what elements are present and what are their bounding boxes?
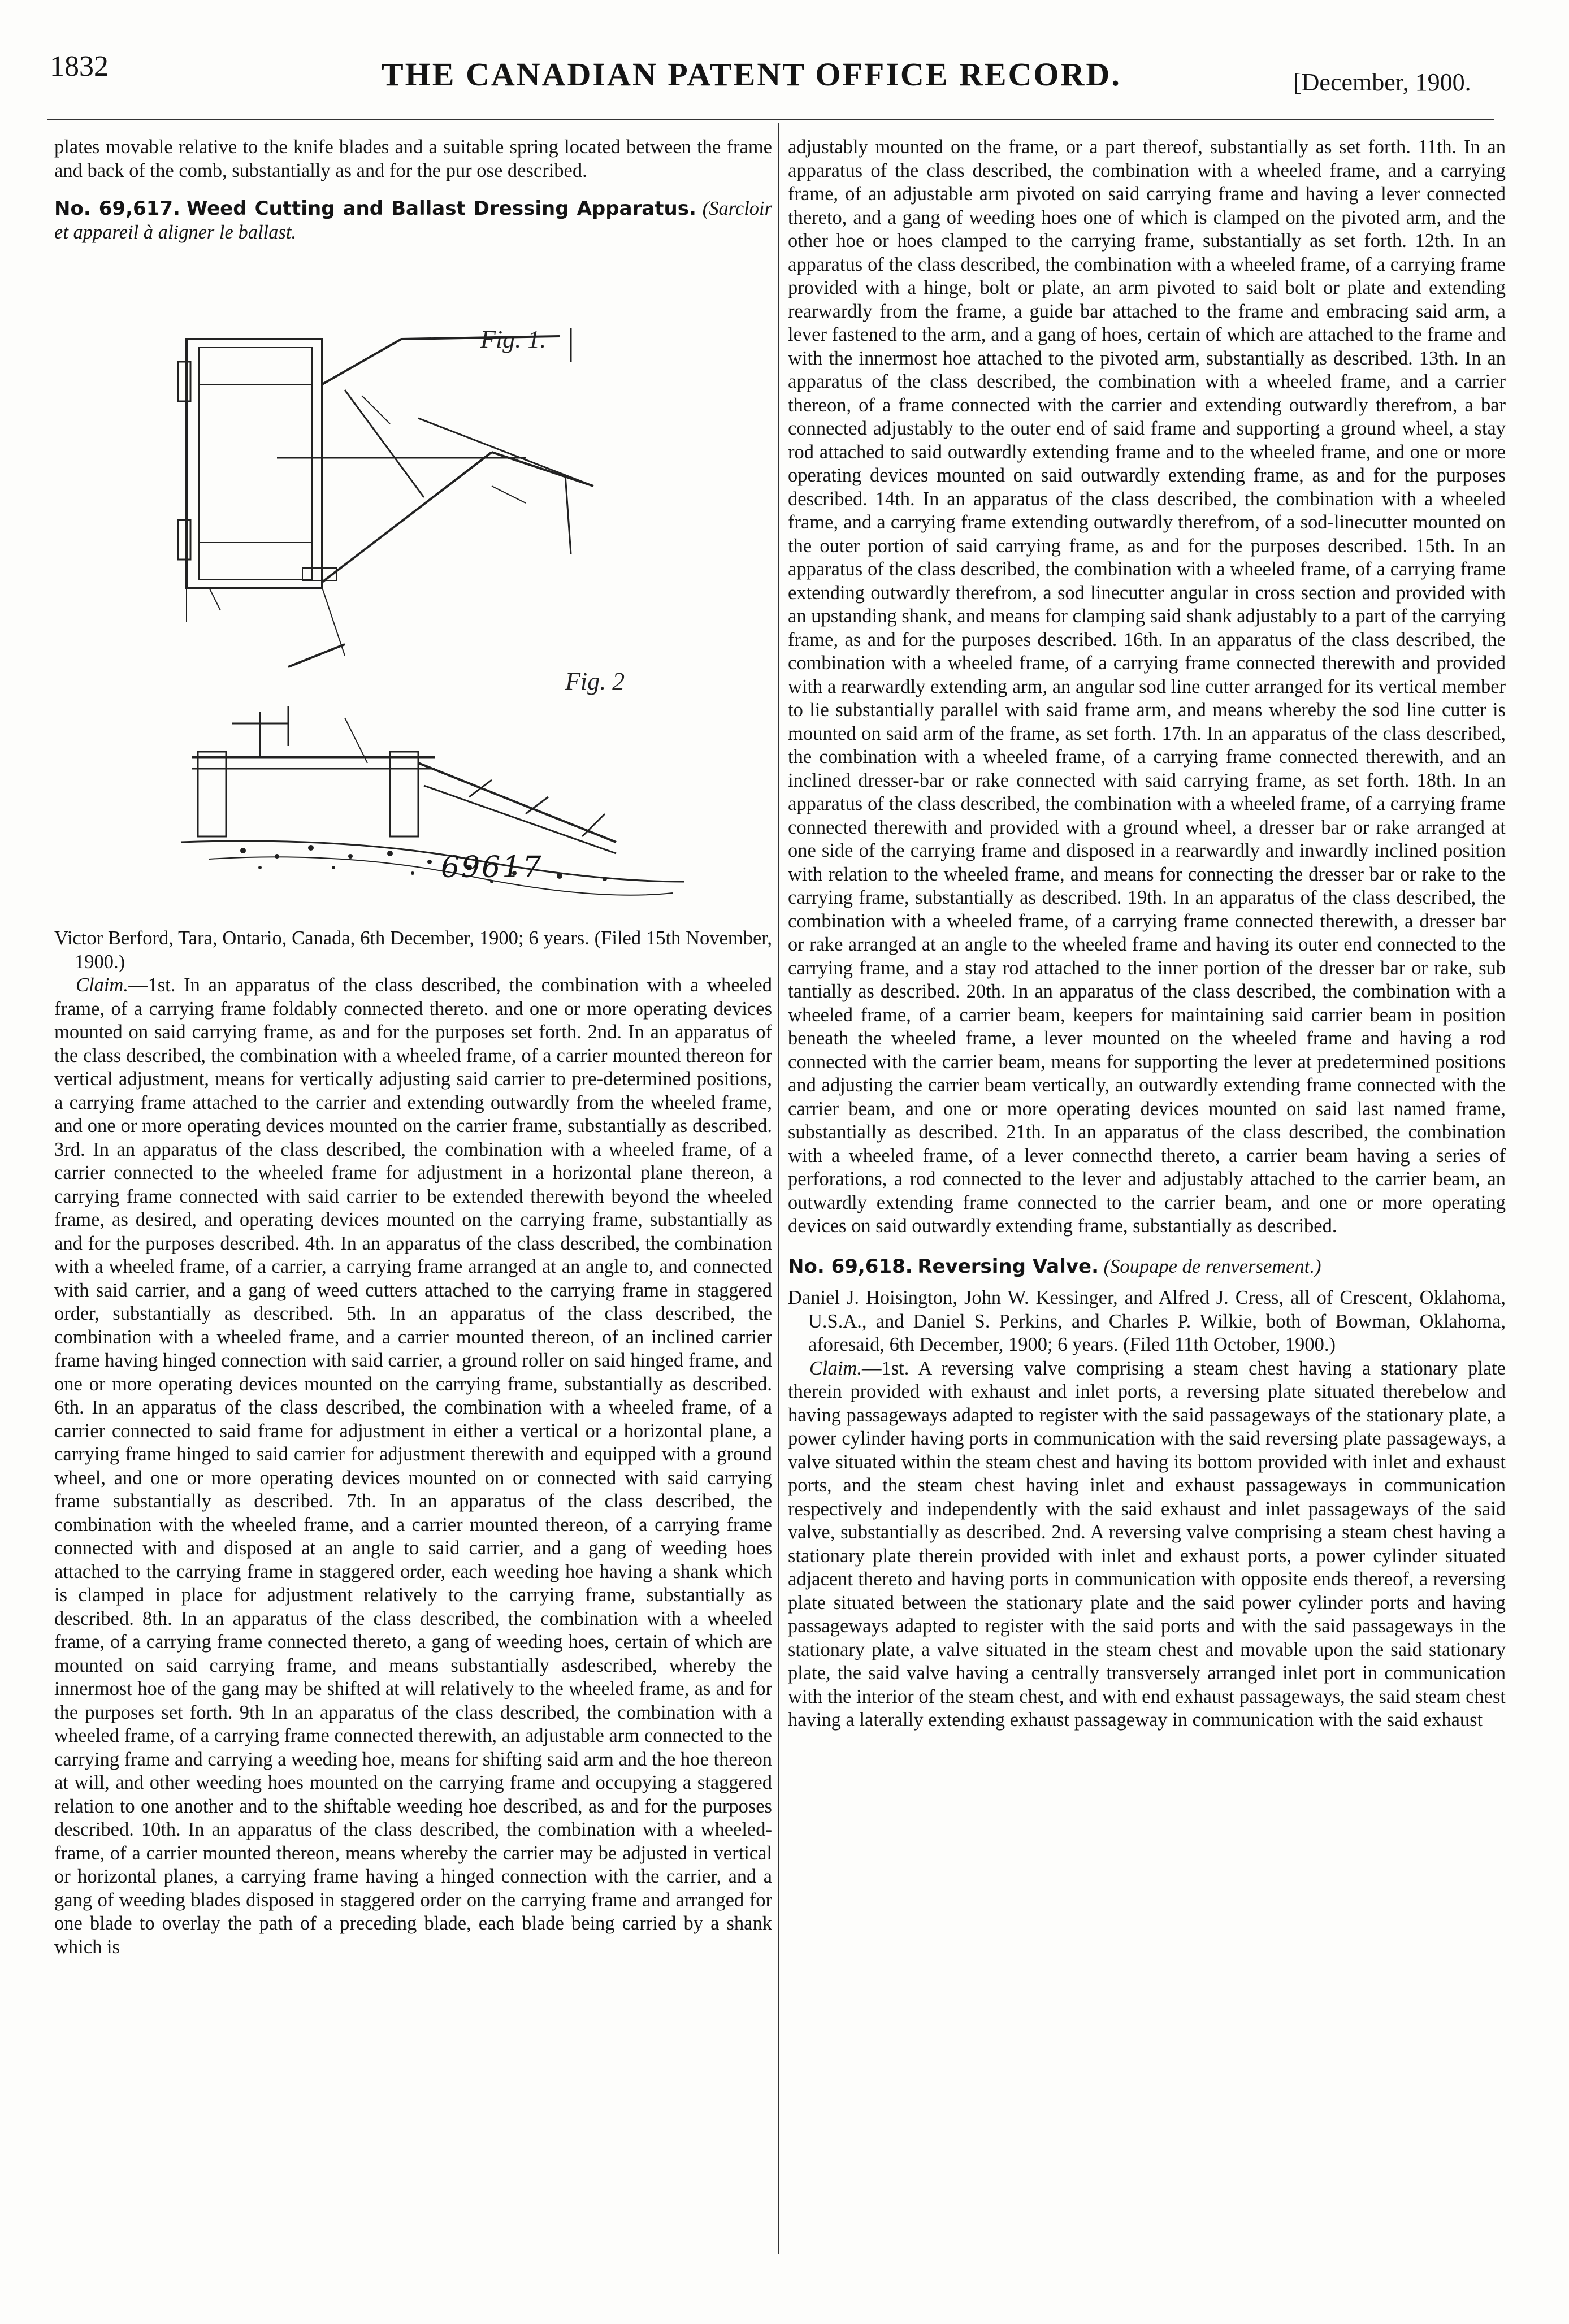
drawing-signature: 69617 (441, 851, 543, 884)
claims-text: —1st. A reversing valve comprising a steam chest having a stationary plate therein provided with exhaust and inlet ports, a reversing plate situated therebelow and having passageways adapted to register with the said passageways of the stationary plate, a power cylinder having ports in communication with the said reversing plate passageways, a valve situated within the steam chest and having its bottom provided with inlet and exhaust ports, and the steam chest having inlet and exhaust passageways in communication respectively and independently with the said exhaust and inlet passageways of the said valve, substantially as described. 2nd. A reversing valve comprising a steam chest having a stationary plate therein provided with inlet and exhaust ports, a power cylinder situated adjacent thereto and having ports in communication with opposite ends thereof, a reversing plate situated between the stationary plate and the said power cylinder ports and having passageways adapted to register with the said ports and with the said passageways in the stationary plate, a valve situated in the steam chest and movable upon the said stationary plate, the said valve having a centrally transversely arranged inlet port in communication with the interior of the steam chest, and with end exhaust passageways, the said steam chest having a laterally extending exhaust passageway in communication with the said exhaust (788, 1357, 1506, 1731)
patent-drawing-svg (175, 316, 780, 916)
fig1-label: Fig. 1. (480, 326, 547, 353)
claim-label: Claim. (809, 1357, 862, 1379)
left-column-top (54, 136, 772, 244)
page-header (0, 0, 1569, 113)
issue-date: [December, 1900. (1293, 68, 1471, 96)
wheeled-frame-drawing (187, 339, 322, 588)
left-column-claims (54, 927, 772, 1959)
patent-title: Reversing Valve. (917, 1255, 1099, 1278)
patent-french-title: (Soupape de renversement.) (1103, 1255, 1321, 1277)
claims-continuation: adjustably mounted on the frame, or a part thereof, substantially as set forth. 11th. In an apparatus of the class described, the combination with a wheeled frame, and a carrying frame, of an adjustable arm pivoted on said carrying frame and having a lever connected thereto, and a gang of weeding hoes one of which is clamped on the pivoted arm, and the other hoe or hoes clamped to the carrying frame, substantially as set forth. 12th. In an apparatus of the class described, the combination with a wheeled frame, of a carrying frame provided with a hinge, bolt or plate, an arm pivoted to said bolt or plate and extending rearwardly from the frame, a guide bar attached to the frame and embracing said arm, a lever fastened to the arm, and a gang of hoes, certain of which are attached to the frame and with the innermost hoe attached to the pivoted arm, substantially as described. 13th. In an apparatus of the class described, the combination with a wheeled frame, and a carrier thereon, of a frame connected with the carrier and extending outwardly therefrom, a bar connected adjustably to the outer end of said frame and supporting a ground wheel, a stay rod attached to said outwardly extending frame and to the wheeled frame, and one or more operating devices mounted on said outwardly extending frame, as and for the purposes described. 14th. In an apparatus of the class described, the combination with a wheeled frame, and a carrying frame extending outwardly therefrom, of a sod-linecutter mounted on the outer portion of said carrying frame, as and for the purposes described. 15th. In an apparatus of the class described, the combination with a wheeled frame, of a carrying frame extending outwardly therefrom, a sod linecutter angular in cross section and provided with an upstanding shank, and means for clamping said shank adjustably to a part of the carrying frame, as and for the purposes described. 16th. In an apparatus of the class described, the combination with a wheeled frame, of a carrying frame connected therewith and provided with a rearwardly extending arm, an angular sod line cutter arranged for its vertical member to lie substantially parallel with said frame arm, and means whereby the sod line cutter is mounted on said arm of the frame, as set forth. 17th. In an apparatus of the class described, the combination with a wheeled frame, of a carrying frame connected therewith, and an inclined dresser-bar or rake connected with said carrying frame, as set forth. 18th. In an apparatus of the class described, the combination with a wheeled frame, of a carrying frame connected therewith and provided with a ground wheel, a dresser bar or rake arranged at one side of the carrying frame and disposed in a rearwardly and inwardly inclined position with relation to the wheeled frame, and means for connecting the dresser bar or rake to the carrying frame, substantially as described. 19th. In an apparatus of the class described, the combination with a wheeled frame, of a carrying frame connected therewith, a dresser bar or rake arranged at an angle to the wheeled frame and having its outer end connected to the carrying frame, and a stay rod attached to the inner portion of the dresser bar or rake, sub tantially as described. 20th. In an apparatus of the class described, the combination with a wheeled frame, of a carrier beam, keepers for maintaining said carrier beam in position beneath the wheeled frame, a lever mounted on the wheeled frame and having a rod connected with the carrier beam, means for supporting the lever at predetermined positions and adjusting the carrier beam vertically, an outwardly extending frame connected with the carrier beam, and one or more operating devices mounted on said last named frame, substantially as described. 21th. In an apparatus of the class described, the combination with a wheeled frame, of a lever connecthd thereto, a carrier beam having a series of perforations, a rod connected to the lever and adjustably attached to the carrier beam, an outwardly extending frame connected to the carrier beam, and one or more operating devices on said outwardly extending frame, substantially as described. (788, 136, 1506, 1237)
right-column (788, 136, 1506, 1732)
fig2-label: Fig. 2 (565, 667, 625, 695)
patent-69618-heading (788, 1255, 1506, 1279)
patent-69617-applicant: Victor Berford, Tara, Ontario, Canada, 6th December, 1900; 6 years. (Filed 15th November, 1900.) (54, 927, 772, 973)
page-number: 1832 (50, 50, 109, 83)
patent-number: No. 69,617. (54, 197, 180, 220)
patent-french-title: (Sarcloir et appareil à aligner le ballast. (54, 198, 773, 243)
patent-69618-applicant: Daniel J. Hoisington, John W. Kessinger, and Alfred J. Cress, all of Crescent, Oklahoma, U.S.A., and Daniel S. Perkins, and Charles P. Wilkie, both of Bowman, Oklahoma, aforesaid, 6th December, 1900; 6 years. (Filed 11th October, 1900.) (788, 1287, 1506, 1355)
patent-69617-claims (54, 974, 772, 1959)
intro-paragraph: plates movable relative to the knife blades and a suitable spring located between the frame and back of the comb, substantially as and for the pur ose described. (54, 136, 772, 181)
header-rule (47, 119, 1494, 120)
claims-text: —1st. In an apparatus of the class described, the combination with a wheeled frame, of a carrying frame foldably connected thereto. and one or more operating devices mounted on said carrying frame, as and for the purposes set forth. 2nd. In an apparatus of the class described, the combination with a wheeled frame, of a carrier mounted thereon for vertical adjustment, means for vertically adjusting said carrier to pre-determined positions, a carrying frame attached to the carrier and extending outwardly from the wheeled frame, and one or more operating devices mounted on the carrier frame, substantially as described. 3rd. In an apparatus of the class described, the combination with a wheeled frame, of a carrier connected to the wheeled frame for adjustment in a horizontal plane thereon, a carrying frame connected with said carrier to be extended therewith beyond the wheeled frame, as desired, and operating devices mounted on the carrying frame, substantially as and for the purposes described. 4th. In an apparatus of the class described, the combination with a wheeled frame, of a carrier, a carrying frame arranged at an angle to, and connected with said carrier, and a gang of weed cutters attached to the carrying frame in staggered order, substantially as described. 5th. In an apparatus of the class described, the combination with a wheeled frame, and a carrier mounted thereon, of an inclined carrier frame having hinged connection with said carrier, a ground roller on said hinged frame, and one or more operating devices mounted on the carrying frame, substantially as described. 6th. In an apparatus of the class described, the combination with a wheeled frame, of a carrier connected to said frame for adjustment in either a vertical or a horizontal plane, a carrying frame hinged to said carrier for adjustment therewith and equipped with a ground wheel, and one or more operating devices mounted on or connected with said carrying frame substantially as described. 7th. In an apparatus of the class described, the combination with the wheeled frame, and a carrier mounted thereon, of a carrying frame connected with and disposed at an angle to said carrier, and a gang of weeding hoes attached to the carrying frame in staggered order, each weeding hoe having a shank which is clamped in place for adjustment relatively to the carrying frame, substantially as described. 8th. In an apparatus of the class described, the combination with a wheeled frame, of a carrying frame connected thereto, a gang of weeding hoes, certain of which are mounted on said carrying frame, and means substantially asdescribed, whereby the innermost hoe of the gang may be shifted at will relatively to the wheeled frame, as and for the purposes set forth. 9th In an apparatus of the class described, the combination with a wheeled frame, of a carrying frame connected therewith, an adjustable arm connected to the carrying frame and carrying a weeding hoe, means for shifting said arm and the hoe thereon at will, and other weeding hoes mounted on the carrying frame and occupying a staggered relation to one another and to the shiftable weeding hoe described, as and for the purposes described. 10th. In an apparatus of the class described, the combination with a wheeled-frame, of a carrier mounted thereon, means whereby the carrier may be adjusted in vertical or horizontal planes, a carrying frame having a hinged connection with the carrier, and a gang of weeding blades disposed in staggered order on the carrying frame and arranged for one blade to overlay the path of a preceding blade, each blade being carried by a shank which is (54, 974, 772, 1958)
claim-label: Claim. (76, 974, 128, 996)
patent-number: No. 69,618. (788, 1255, 913, 1278)
ballast-stipple (240, 845, 607, 883)
patent-69617-heading (54, 197, 772, 244)
patent-drawing (175, 316, 780, 916)
journal-title: THE CANADIAN PATENT OFFICE RECORD. (382, 56, 1121, 93)
patent-69618-claims (788, 1357, 1506, 1732)
patent-title: Weed Cutting and Ballast Dressing Apparatus. (186, 197, 696, 220)
